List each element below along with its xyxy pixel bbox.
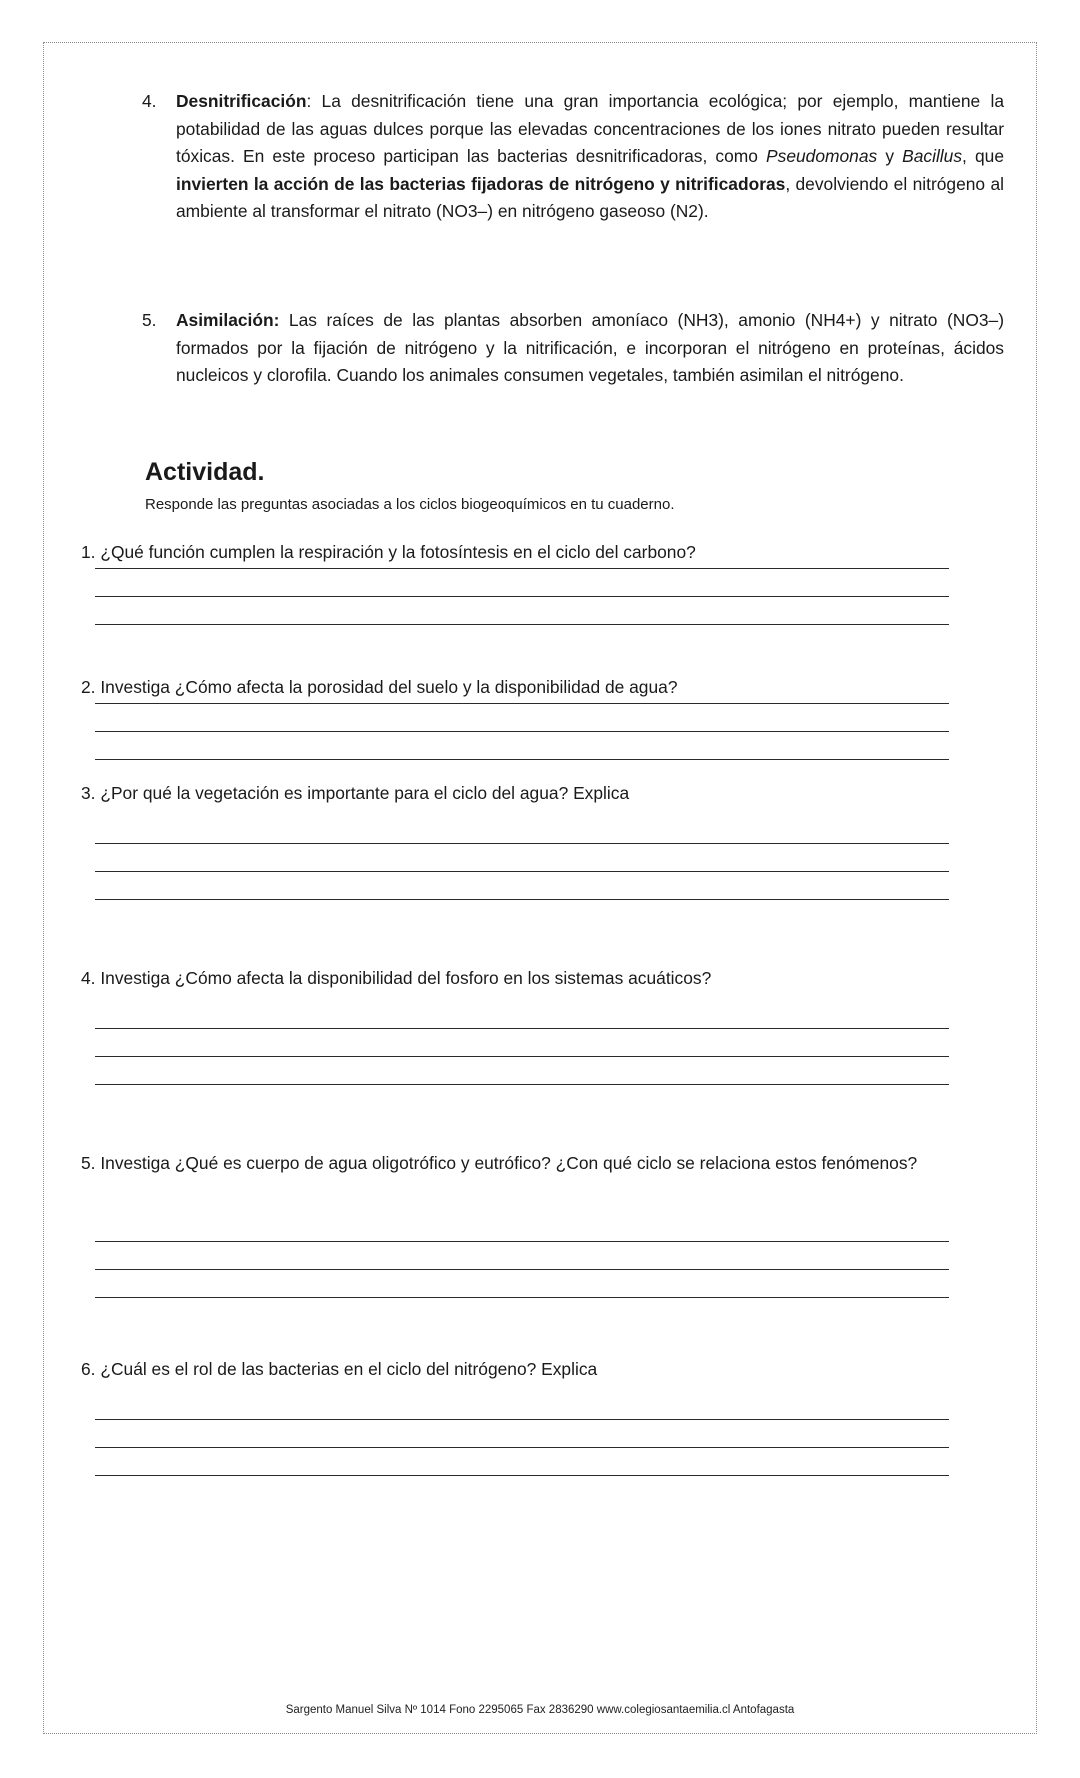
question-6: 6. ¿Cuál es el rol de las bacterias en el ciclo del nitrógeno? Explica — [81, 1359, 598, 1379]
answer-line[interactable] — [95, 1084, 949, 1085]
answer-line[interactable] — [95, 1419, 949, 1420]
answer-line[interactable] — [95, 899, 949, 900]
answer-line[interactable] — [95, 759, 949, 760]
section-text: , devolviendo el nitrógeno al ambiente al transformar el nitrato (NO3–) en nitrógeno gaseoso (N2). — [176, 173, 1004, 221]
section-text: : La desnitrificación tiene una gran importancia ecológica; por ejemplo, mantiene la potabilidad de las aguas dulces porque las elevadas concentraciones de los iones nitrato pueden resultar tóxicas. En este proceso participan las bacterias desnitrificadoras, como — [176, 91, 1004, 166]
question-2: 2. Investiga ¿Cómo afecta la porosidad del suelo y la disponibilidad de agua? — [81, 677, 678, 697]
page-border — [43, 42, 1037, 1734]
genus-name: Pseudomonas — [766, 146, 878, 166]
answer-line[interactable] — [95, 624, 949, 625]
question-1: 1. ¿Qué función cumplen la respiración y la fotosíntesis en el ciclo del carbono? — [81, 542, 696, 562]
answer-line[interactable] — [95, 1241, 949, 1242]
section-text: , que — [962, 146, 1004, 166]
activity-heading: Actividad. — [145, 458, 265, 486]
section-desnitrificacion — [142, 88, 1004, 226]
answer-line[interactable] — [95, 703, 949, 704]
question-4: 4. Investiga ¿Cómo afecta la disponibilidad del fosforo en los sistemas acuáticos? — [81, 968, 712, 988]
footer-address: Sargento Manuel Silva Nº 1014 Fono 2295065 Fax 2836290 www.colegiosantaemilia.cl Antofagasta — [285, 1704, 795, 1716]
answer-line[interactable] — [95, 1028, 949, 1029]
section-asimilacion — [142, 307, 1004, 390]
emphasis-text: invierten la acción de las bacterias fijadoras de nitrógeno y nitrificadoras — [176, 173, 786, 194]
answer-line[interactable] — [95, 871, 949, 872]
section-body — [176, 307, 1004, 390]
section-number: 5. — [142, 310, 157, 330]
answer-line[interactable] — [95, 568, 949, 569]
section-title: Desnitrificación — [176, 91, 307, 111]
section-number: 4. — [142, 91, 157, 111]
activity-instruction: Responde las preguntas asociadas a los ciclos biogeoquímicos en tu cuaderno. — [145, 496, 675, 513]
question-3: 3. ¿Por qué la vegetación es importante para el ciclo del agua? Explica — [81, 783, 630, 803]
answer-line[interactable] — [95, 1447, 949, 1448]
genus-name: Bacillus — [902, 146, 963, 166]
section-text: y — [877, 146, 903, 166]
question-5: 5. Investiga ¿Qué es cuerpo de agua oligotrófico y eutrófico? ¿Con qué ciclo se relaciona estos fenómenos? — [81, 1153, 918, 1173]
answer-line[interactable] — [95, 596, 949, 597]
answer-line[interactable] — [95, 1269, 949, 1270]
answer-line[interactable] — [95, 1475, 949, 1476]
answer-line[interactable] — [95, 1297, 949, 1298]
answer-line[interactable] — [95, 1056, 949, 1057]
answer-line[interactable] — [95, 843, 949, 844]
section-title: Asimilación: — [176, 310, 280, 330]
section-body — [176, 88, 1004, 226]
section-text: Las raíces de las plantas absorben amoníaco (NH3), amonio (NH4+) y nitrato (NO3–) formados por la fijación de nitrógeno y la nitrificación, e incorporan el nitrógeno en proteínas, ácidos nucleicos y clorofila. Cuando los animales consumen vegetales, también asimilan el nitrógeno. — [176, 310, 1004, 385]
answer-line[interactable] — [95, 731, 949, 732]
